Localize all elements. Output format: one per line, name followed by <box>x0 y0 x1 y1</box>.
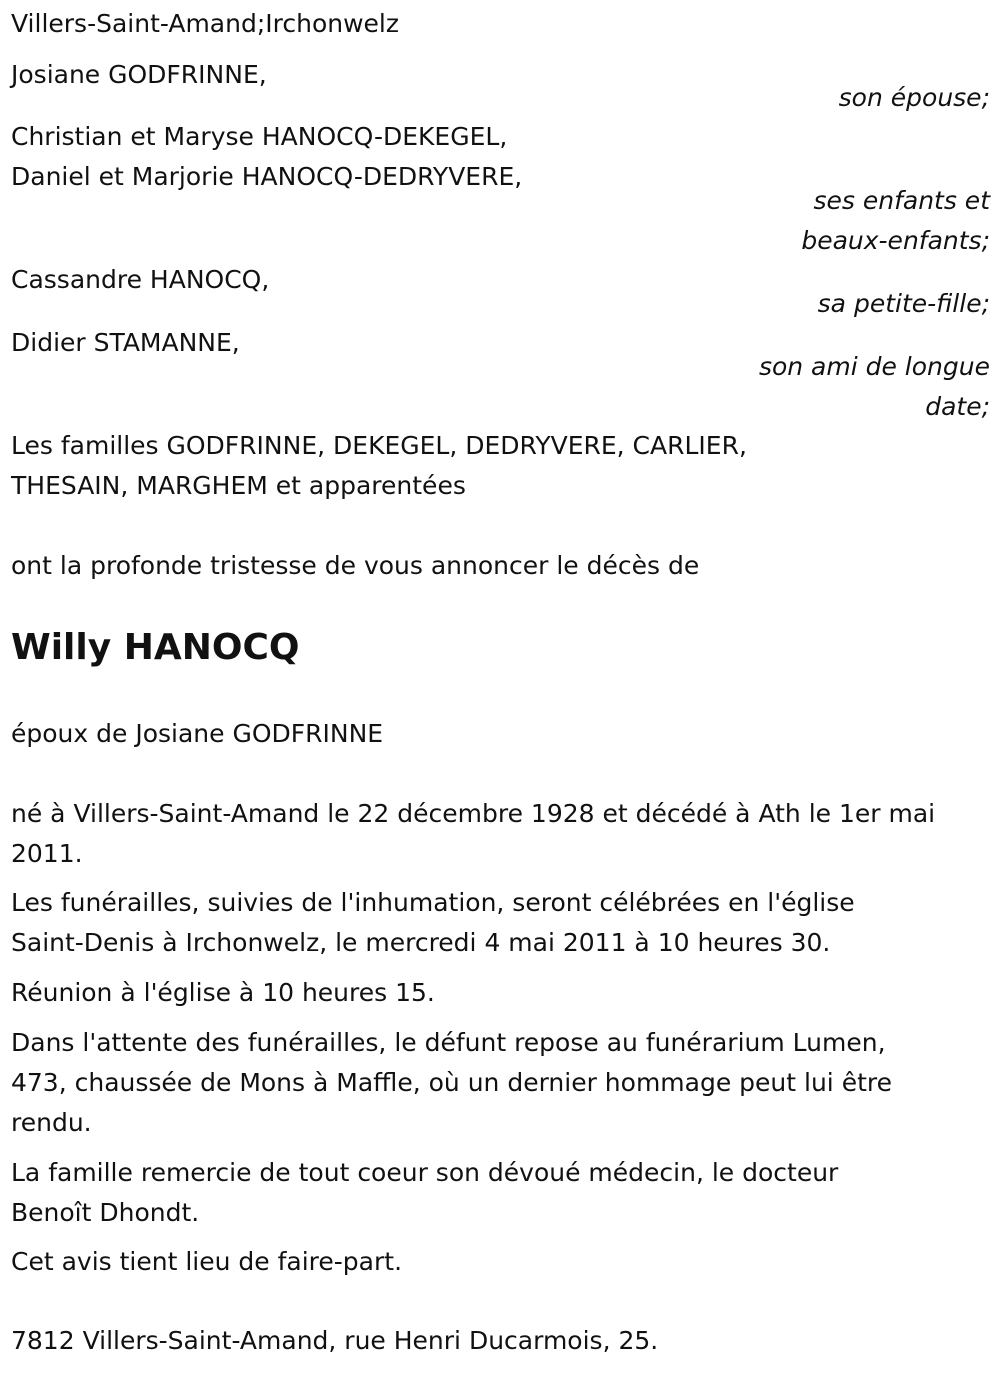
thanks-line-2: Benoît Dhondt. <box>11 1198 200 1227</box>
deceased-name: Willy HANOCQ <box>11 627 300 668</box>
location-header: Villers-Saint-Amand;Irchonwelz <box>11 9 399 38</box>
meeting-line: Réunion à l'église à 10 heures 15. <box>11 978 435 1007</box>
notice-line: Cet avis tient lieu de faire-part. <box>11 1247 403 1276</box>
families-line-1: Les familles GODFRINNE, DEKEGEL, DEDRYVERE, CARLIER, <box>11 431 747 460</box>
children-line-1: Christian et Maryse HANOCQ-DEKEGEL, <box>11 122 508 151</box>
repose-line-3: rendu. <box>11 1108 92 1137</box>
children-line-2: Daniel et Marjorie HANOCQ-DEDRYVERE, <box>11 162 523 191</box>
grandchild-relation: sa petite-fille; <box>817 289 990 318</box>
friend-name: Didier STAMANNE, <box>11 328 240 357</box>
birth-death-line-2: 2011. <box>11 839 83 868</box>
thanks-line-1: La famille remercie de tout coeur son dévoué médecin, le docteur <box>11 1158 839 1187</box>
spouse-of-line: époux de Josiane GODFRINNE <box>11 719 384 748</box>
grandchild-name: Cassandre HANOCQ, <box>11 265 270 294</box>
children-relation-2: beaux-enfants; <box>801 226 990 255</box>
birth-death-line-1: né à Villers-Saint-Amand le 22 décembre 1928 et décédé à Ath le 1er mai <box>11 799 936 828</box>
friend-relation-1: son ami de longue <box>758 352 990 381</box>
spouse-relation: son épouse; <box>838 83 990 112</box>
spouse-name: Josiane GODFRINNE, <box>11 60 267 89</box>
address-line: 7812 Villers-Saint-Amand, rue Henri Ducarmois, 25. <box>11 1326 659 1355</box>
repose-line-2: 473, chaussée de Mons à Maffle, où un dernier hommage peut lui être <box>11 1068 892 1097</box>
announcement-text: ont la profonde tristesse de vous annoncer le décès de <box>11 551 700 580</box>
funeral-line-1: Les funérailles, suivies de l'inhumation, seront célébrées en l'église <box>11 888 855 917</box>
friend-relation-2: date; <box>925 392 990 421</box>
families-line-2: THESAIN, MARGHEM et apparentées <box>11 471 466 500</box>
children-relation-1: ses enfants et <box>813 186 990 215</box>
funeral-line-2: Saint-Denis à Irchonwelz, le mercredi 4 mai 2011 à 10 heures 30. <box>11 928 831 957</box>
repose-line-1: Dans l'attente des funérailles, le défunt repose au funérarium Lumen, <box>11 1028 886 1057</box>
